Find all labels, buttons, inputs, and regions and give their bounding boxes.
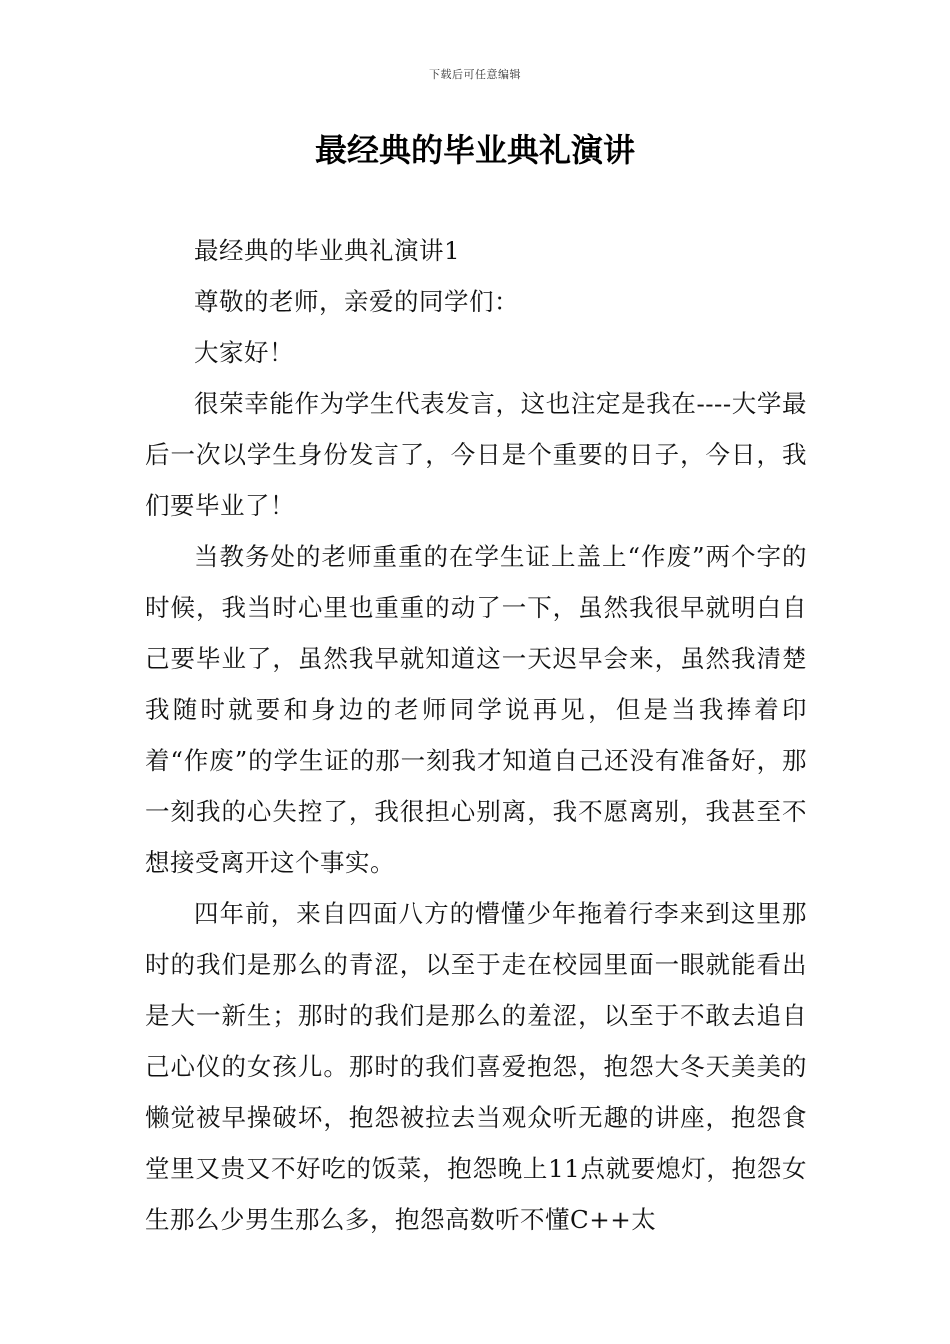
paragraph-greeting: 大家好！	[194, 338, 294, 367]
paragraph-body: 四年前，来自四面八方的懵懂少年拖着行李来到这里那时的我们是那么的青涩，以至于走在校园里面一眼就能看出是大一新生；那时的我们是那么的羞涩，以至于不敢去追自己心仪的女孩儿。那时的我们喜爱抱怨，抱怨大冬天美美的懒觉被早操破坏，抱怨被拉去当观众听无趣的讲座，抱怨食堂里又贵又不好吃的饭菜，抱怨晚上11点就要熄灯，抱怨女生那么少男生那么多，抱怨高数听不懂C++太	[145, 899, 807, 1234]
paragraph-body: 很荣幸能作为学生代表发言，这也注定是我在----大学最后一次以学生身份发言了，今日是个重要的日子，今日，我们要毕业了！	[145, 389, 807, 520]
document-body	[145, 225, 807, 1245]
paragraph-salutation: 尊敬的老师，亲爱的同学们：	[194, 287, 519, 316]
paragraph-subtitle: 最经典的毕业典礼演讲1	[194, 236, 461, 265]
header-note: 下载后可任意编辑	[429, 68, 521, 81]
paragraph-body: 当教务处的老师重重的在学生证上盖上“作废”两个字的时候，我当时心里也重重的动了一下，虽然我很早就明白自己要毕业了，虽然我早就知道这一天迟早会来，虽然我清楚我随时就要和身边的老师同学说再见，但是当我捧着印着“作废”的学生证的那一刻我才知道自己还没有准备好，那一刻我的心失控了，我很担心别离，我不愿离别，我甚至不想接受离开这个事实。	[145, 542, 807, 877]
document-title: 最经典的毕业典礼演讲	[314, 131, 635, 169]
